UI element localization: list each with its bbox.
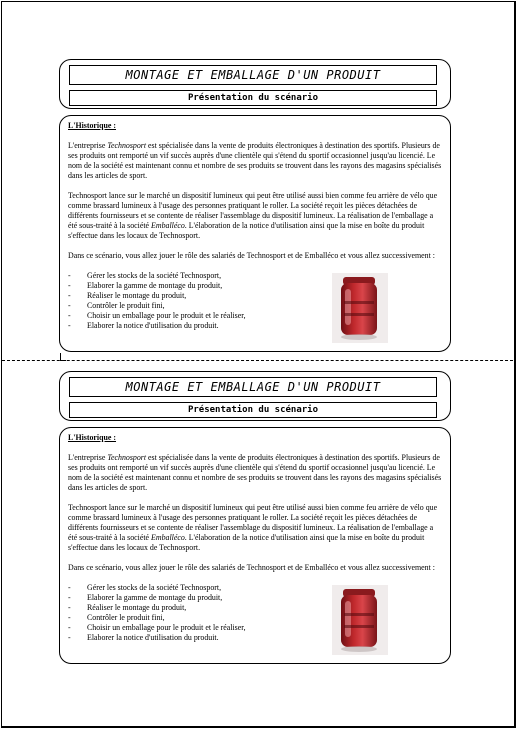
scenario-card-top — [59, 59, 451, 352]
history-heading: L'Historique : — [68, 121, 117, 130]
task-item — [68, 583, 328, 593]
list-marker: - — [68, 291, 71, 300]
document-subtitle: Présentation du scénario — [69, 90, 437, 106]
list-marker: - — [68, 603, 71, 612]
list-marker: - — [68, 623, 71, 632]
task-list — [68, 271, 328, 331]
history-paragraph-3: Dans ce scénario, vous allez jouer le rôle des salariés de Technosport et de Emballéco et vous allez successivement : — [68, 251, 435, 260]
list-marker: - — [68, 593, 71, 602]
task-item — [68, 593, 328, 603]
para1-end: est spécialisée dans la vente de produits électroniques à destination des sportifs. Plusieurs de ses produits ont remporté un vif succès auprès d'une clientèle qui s'étend du sportif occasionnel jusqu'au licencié. Le nom de la société est maintenant connu et nombre de ses produits se trouvent dans les rayons des magasins spécialisés dans les articles de sport. — [68, 453, 442, 492]
task-item — [68, 291, 328, 301]
task-text: Réaliser le montage du produit, — [87, 291, 187, 300]
list-marker: - — [68, 633, 71, 642]
history-paragraph-1 — [68, 141, 442, 181]
list-marker: - — [68, 281, 71, 290]
para2-end: . L'élaboration de la notice d'utilisation ainsi que la mise en boîte du produit s'effectue dans les locaux de Technosport. — [68, 221, 425, 240]
list-marker: - — [68, 301, 71, 310]
cut-line-divider — [2, 360, 513, 361]
para1-start: L'entreprise — [68, 141, 108, 150]
task-item — [68, 613, 328, 623]
history-paragraph-2 — [68, 191, 442, 241]
task-item — [68, 603, 328, 613]
task-text: Contrôler le produit fini, — [87, 613, 165, 622]
task-item — [68, 321, 328, 331]
task-item — [68, 281, 328, 291]
task-list — [68, 583, 328, 643]
document-title: MONTAGE ET EMBALLAGE D'UN PRODUIT — [69, 377, 437, 397]
product-photo — [332, 273, 388, 343]
task-text: Gérer les stocks de la société Technosport, — [87, 271, 222, 280]
task-text: Choisir un emballage pour le produit et le réaliser, — [87, 623, 246, 632]
para2-start: Technosport lance sur le marché un dispositif lumineux qui peut être utilisé aussi bien comme feu arrière de vélo que comme brassard lumineux à l'usage des personnes pratiquant le roller. La société reçoit les pièces détachées de différents fournisseurs et se contente de réaliser l'assemblage du dispositif lumineux. La réalisation de l'emballage a été sous-traité à la société — [68, 191, 438, 230]
history-box — [59, 115, 451, 352]
task-text: Réaliser le montage du produit, — [87, 603, 187, 612]
company-name-emballeco: Emballéco — [151, 533, 185, 542]
para2-end: . L'élaboration de la notice d'utilisation ainsi que la mise en boîte du produit s'effectue dans les locaux de Technosport. — [68, 533, 425, 552]
history-heading: L'Historique : — [68, 433, 117, 442]
para1-end: est spécialisée dans la vente de produits électroniques à destination des sportifs. Plusieurs de ses produits ont remporté un vif succès auprès d'une clientèle qui s'étend du sportif occasionnel jusqu'au licencié. Le nom de la société est maintenant connu et nombre de ses produits se trouvent dans les rayons des magasins spécialisés dans les articles de sport. — [68, 141, 442, 180]
list-marker: - — [68, 311, 71, 320]
task-item — [68, 301, 328, 311]
task-text: Elaborer la gamme de montage du produit, — [87, 281, 223, 290]
company-name-emballeco: Emballéco — [151, 221, 185, 230]
document-title: MONTAGE ET EMBALLAGE D'UN PRODUIT — [69, 65, 437, 85]
task-text: Contrôler le produit fini, — [87, 301, 165, 310]
history-paragraph-1 — [68, 453, 442, 493]
company-name-technosport: Technosport — [107, 453, 147, 462]
list-marker: - — [68, 583, 71, 592]
task-item — [68, 633, 328, 643]
document-subtitle: Présentation du scénario — [69, 402, 437, 418]
task-item — [68, 623, 328, 633]
task-text: Choisir un emballage pour le produit et le réaliser, — [87, 311, 246, 320]
list-marker: - — [68, 613, 71, 622]
history-paragraph-3: Dans ce scénario, vous allez jouer le rôle des salariés de Technosport et de Emballéco et vous allez successivement : — [68, 563, 435, 572]
list-marker: - — [68, 271, 71, 280]
list-marker: - — [68, 321, 71, 330]
scenario-card-bottom — [59, 371, 451, 664]
header-box — [59, 371, 451, 421]
task-item — [68, 271, 328, 281]
product-photo — [332, 585, 388, 655]
history-box — [59, 427, 451, 664]
task-text: Elaborer la notice d'utilisation du produit. — [87, 633, 219, 642]
history-paragraph-2 — [68, 503, 442, 553]
task-text: Elaborer la gamme de montage du produit, — [87, 593, 223, 602]
para1-start: L'entreprise — [68, 453, 108, 462]
task-item — [68, 311, 328, 321]
para2-start: Technosport lance sur le marché un dispositif lumineux qui peut être utilisé aussi bien comme feu arrière de vélo que comme brassard lumineux à l'usage des personnes pratiquant le roller. La société reçoit les pièces détachées de différents fournisseurs et se contente de réaliser l'assemblage du dispositif lumineux. La réalisation de l'emballage a été sous-traité à la société — [68, 503, 438, 542]
task-text: Elaborer la notice d'utilisation du produit. — [87, 321, 219, 330]
company-name-technosport: Technosport — [107, 141, 147, 150]
header-box — [59, 59, 451, 109]
task-text: Gérer les stocks de la société Technosport, — [87, 583, 222, 592]
